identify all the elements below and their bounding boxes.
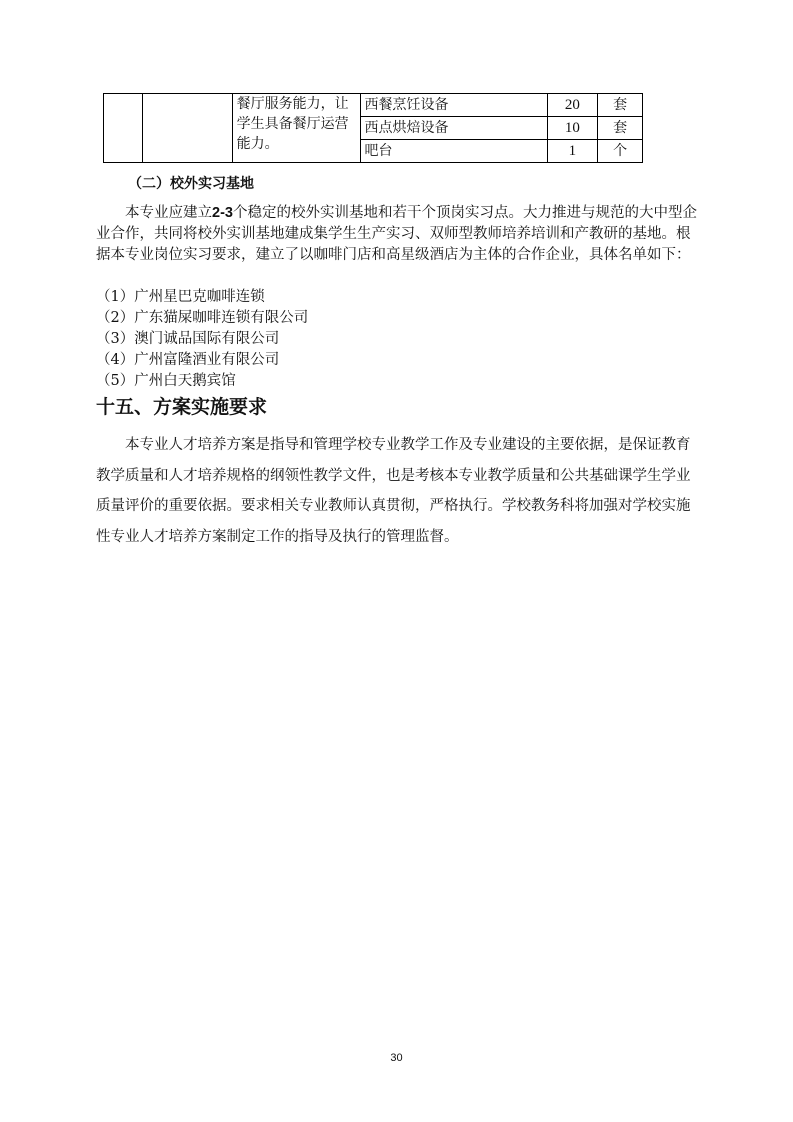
table-row — [104, 94, 643, 117]
equipment-qty: 1 — [547, 140, 598, 163]
equipment-unit: 套 — [598, 94, 643, 117]
table-cell-empty — [104, 94, 143, 163]
equipment-name: 西点烘焙设备 — [360, 117, 547, 140]
table-cell-empty — [142, 94, 232, 163]
page-number: 30 — [390, 1052, 403, 1064]
equipment-table — [103, 93, 643, 163]
equipment-name: 吧台 — [360, 140, 547, 163]
partner-list — [96, 287, 308, 392]
equipment-name: 西餐烹饪设备 — [360, 94, 547, 117]
equipment-qty: 20 — [547, 94, 598, 117]
section-heading-off-campus-base: （二）校外实习基地 — [128, 176, 254, 192]
para-text-post: 个稳定的校外实训基地和若干个顶岗实习点。大力推进与规范的大中型企业合作，共同将校外实训基地建成集学生生产实习、双师型教师培养培训和产教研的基地。根据本专业岗位实习要求，建立了以咖啡门店和高星级酒店为主体的合作企业，具体名单如下： — [96, 205, 697, 263]
off-campus-paragraph — [96, 203, 700, 266]
implementation-paragraph: 本专业人才培养方案是指导和管理学校专业教学工作及专业建设的主要依据，是保证教育教学质量和人才培养规格的纲领性教学文件，也是考核本专业教学质量和公共基础课学生学业质量评价的重要依据。要求相关专业教师认真贯彻，严格执行。学校教务科将加强对学校实施性专业人才培养方案制定工作的指导及执行的管理监督。 — [96, 437, 691, 545]
list-item: （2）广东猫屎咖啡连锁有限公司 — [96, 310, 309, 326]
para-text-pre: 本专业应建立 — [125, 205, 212, 221]
equipment-unit: 套 — [598, 117, 643, 140]
list-item: （4）广州富隆酒业有限公司 — [96, 352, 280, 368]
list-item: （3）澳门诚品国际有限公司 — [96, 331, 280, 347]
para-text-bold: 2-3 — [212, 205, 233, 221]
table-cell-description: 餐厅服务能力，让学生具备餐厅运营能力。 — [232, 94, 360, 163]
list-item: （1）广州星巴克咖啡连锁 — [96, 289, 265, 305]
section-heading-implementation: 十五、方案实施要求 — [96, 396, 268, 418]
list-item: （5）广州白天鹅宾馆 — [96, 373, 236, 389]
equipment-qty: 10 — [547, 117, 598, 140]
equipment-unit: 个 — [598, 140, 643, 163]
